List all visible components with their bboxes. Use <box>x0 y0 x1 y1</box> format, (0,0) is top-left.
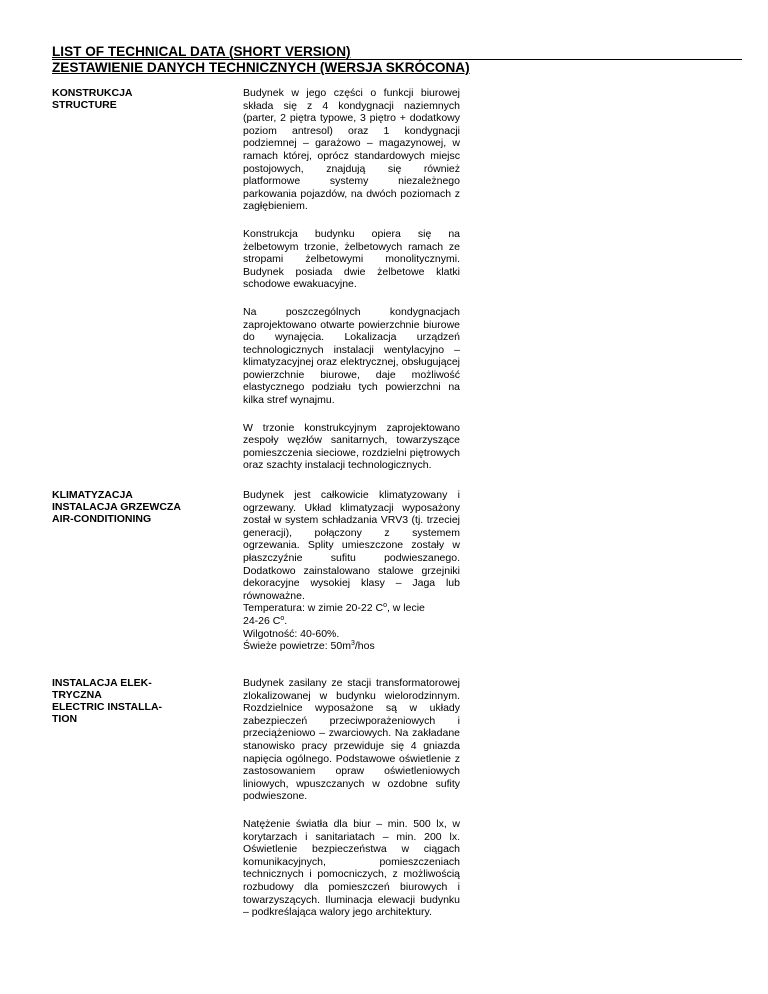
paragraph: Na poszczególnych kondygnacjach zaprojektowano otwarte powierzchnie biurowe do wynajęcia. Lokalizacja urządzeń technologicznych instalacji wentylacyjno – klimatyzacyjnej oraz elektrycznej, obsługującej powierzchnie biurowe, daje możliwość elastycznego podziału tych powierzchni na kilka stref wynajmu. <box>243 305 460 407</box>
paragraph: Budynek w jego części o funkcji biurowej składa się z 4 kondygnacji naziemnych (parter, 2 piętra typowe, 3 piętro + dodatkowy poziom antresol) oraz 1 kondygnacji podziemnej – garażowo – magazynowej, w ramach której, oprócz standardowych miejsc postojowych, znajdują się również platformowe systemy niezależnego parkowania pojazdów, na dwóch poziomach z zagłębieniem. <box>243 87 460 213</box>
paragraph: Natężenie światła dla biur – min. 500 lx, w korytarzach i sanitariatach – min. 200 lx. Oświetlenie bezpieczeństwa w ciągach komunikacyjnych, pomieszczeniach technicznych i pomocniczych, z możliwością rozbudowy dla pomieszczeń biurowych i towarzyszących. Iluminacja elewacji budynku – podkreślająca walory jego architektury. <box>243 817 460 919</box>
title-polish: ZESTAWIENIE DANYCH TECHNICZNYCH (WERSJA SKRÓCONA) <box>52 60 470 75</box>
paragraph: W trzonie konstrukcyjnym zaprojektowano zespoły węzłów sanitarnych, towarzyszące pomieszczenia sieciowe, rozdzielni piętrowych oraz szachty instalacji technologicznych. <box>243 421 460 472</box>
section-body <box>243 87 460 472</box>
paragraph: Budynek zasilany ze stacji transformatorowej zlokalizowanej w budynku wielorodzinnym. Rozdzielnice wyposażone są w układy zabezpieczeń przeciwporażeniowych i przeciążeniowo – zwarciowych. Na zakładane stanowisko pracy przewiduje się 4 gniazda napięcia ogólnego. Podstawowe oświetlenie z zastosowaniem opraw oświetleniowych liniowych, wpuszczanych w ozdobne sufity podwieszone. <box>243 677 460 803</box>
section-label: INSTALACJA ELEK- TRYCZNA ELECTRIC INSTALLA- TION <box>52 677 163 725</box>
section-body <box>243 489 460 653</box>
section-label: KLIMATYZACJA INSTALACJA GRZEWCZA AIR-CONDITIONING <box>52 489 181 525</box>
temperature-line-2: 24-26 $C^o$. <box>243 614 288 627</box>
header-rule <box>52 59 742 60</box>
section-body <box>243 677 460 919</box>
paragraph: Konstrukcja budynku opiera się na żelbetowym trzonie, żelbetowych ramach ze stropami żelbetowymi monolitycznymi. Budynek posiada dwie żelbetowe klatki schodowe ewakuacyjne. <box>243 227 460 291</box>
paragraph: Budynek jest całkowicie klimatyzowany i ogrzewany. Układ klimatyzacji wyposażony został w system schładzania VRV3 (tj. trzeciej generacji), połączony z systemem ogrzewania. Splity umieszczone zostały w płaszczyźnie sufitu podwieszanego. Dodatkowo zainstalowano stalowe grzejniki dekoracyjne wysokiej klasy – Jaga lub równoważne. Temperatura: w zimie 20-22 $C^o$, w lecie 24-26 $C^o$. Wilgotność: 40-60%. Świeże powietrze: $50m^3$/hos <box>243 489 460 653</box>
document-header <box>52 44 742 76</box>
title-english: LIST OF TECHNICAL DATA (SHORT VERSION) <box>52 44 351 59</box>
temperature-line: Temperatura: w zimie 20-22 $C^o$, w lecie <box>243 602 425 615</box>
fresh-air-line: Świeże powietrze: $50m^3$/hos <box>243 640 375 653</box>
humidity-line: Wilgotność: 40-60%. <box>243 627 340 640</box>
section-label: KONSTRUKCJA STRUCTURE <box>52 87 133 111</box>
